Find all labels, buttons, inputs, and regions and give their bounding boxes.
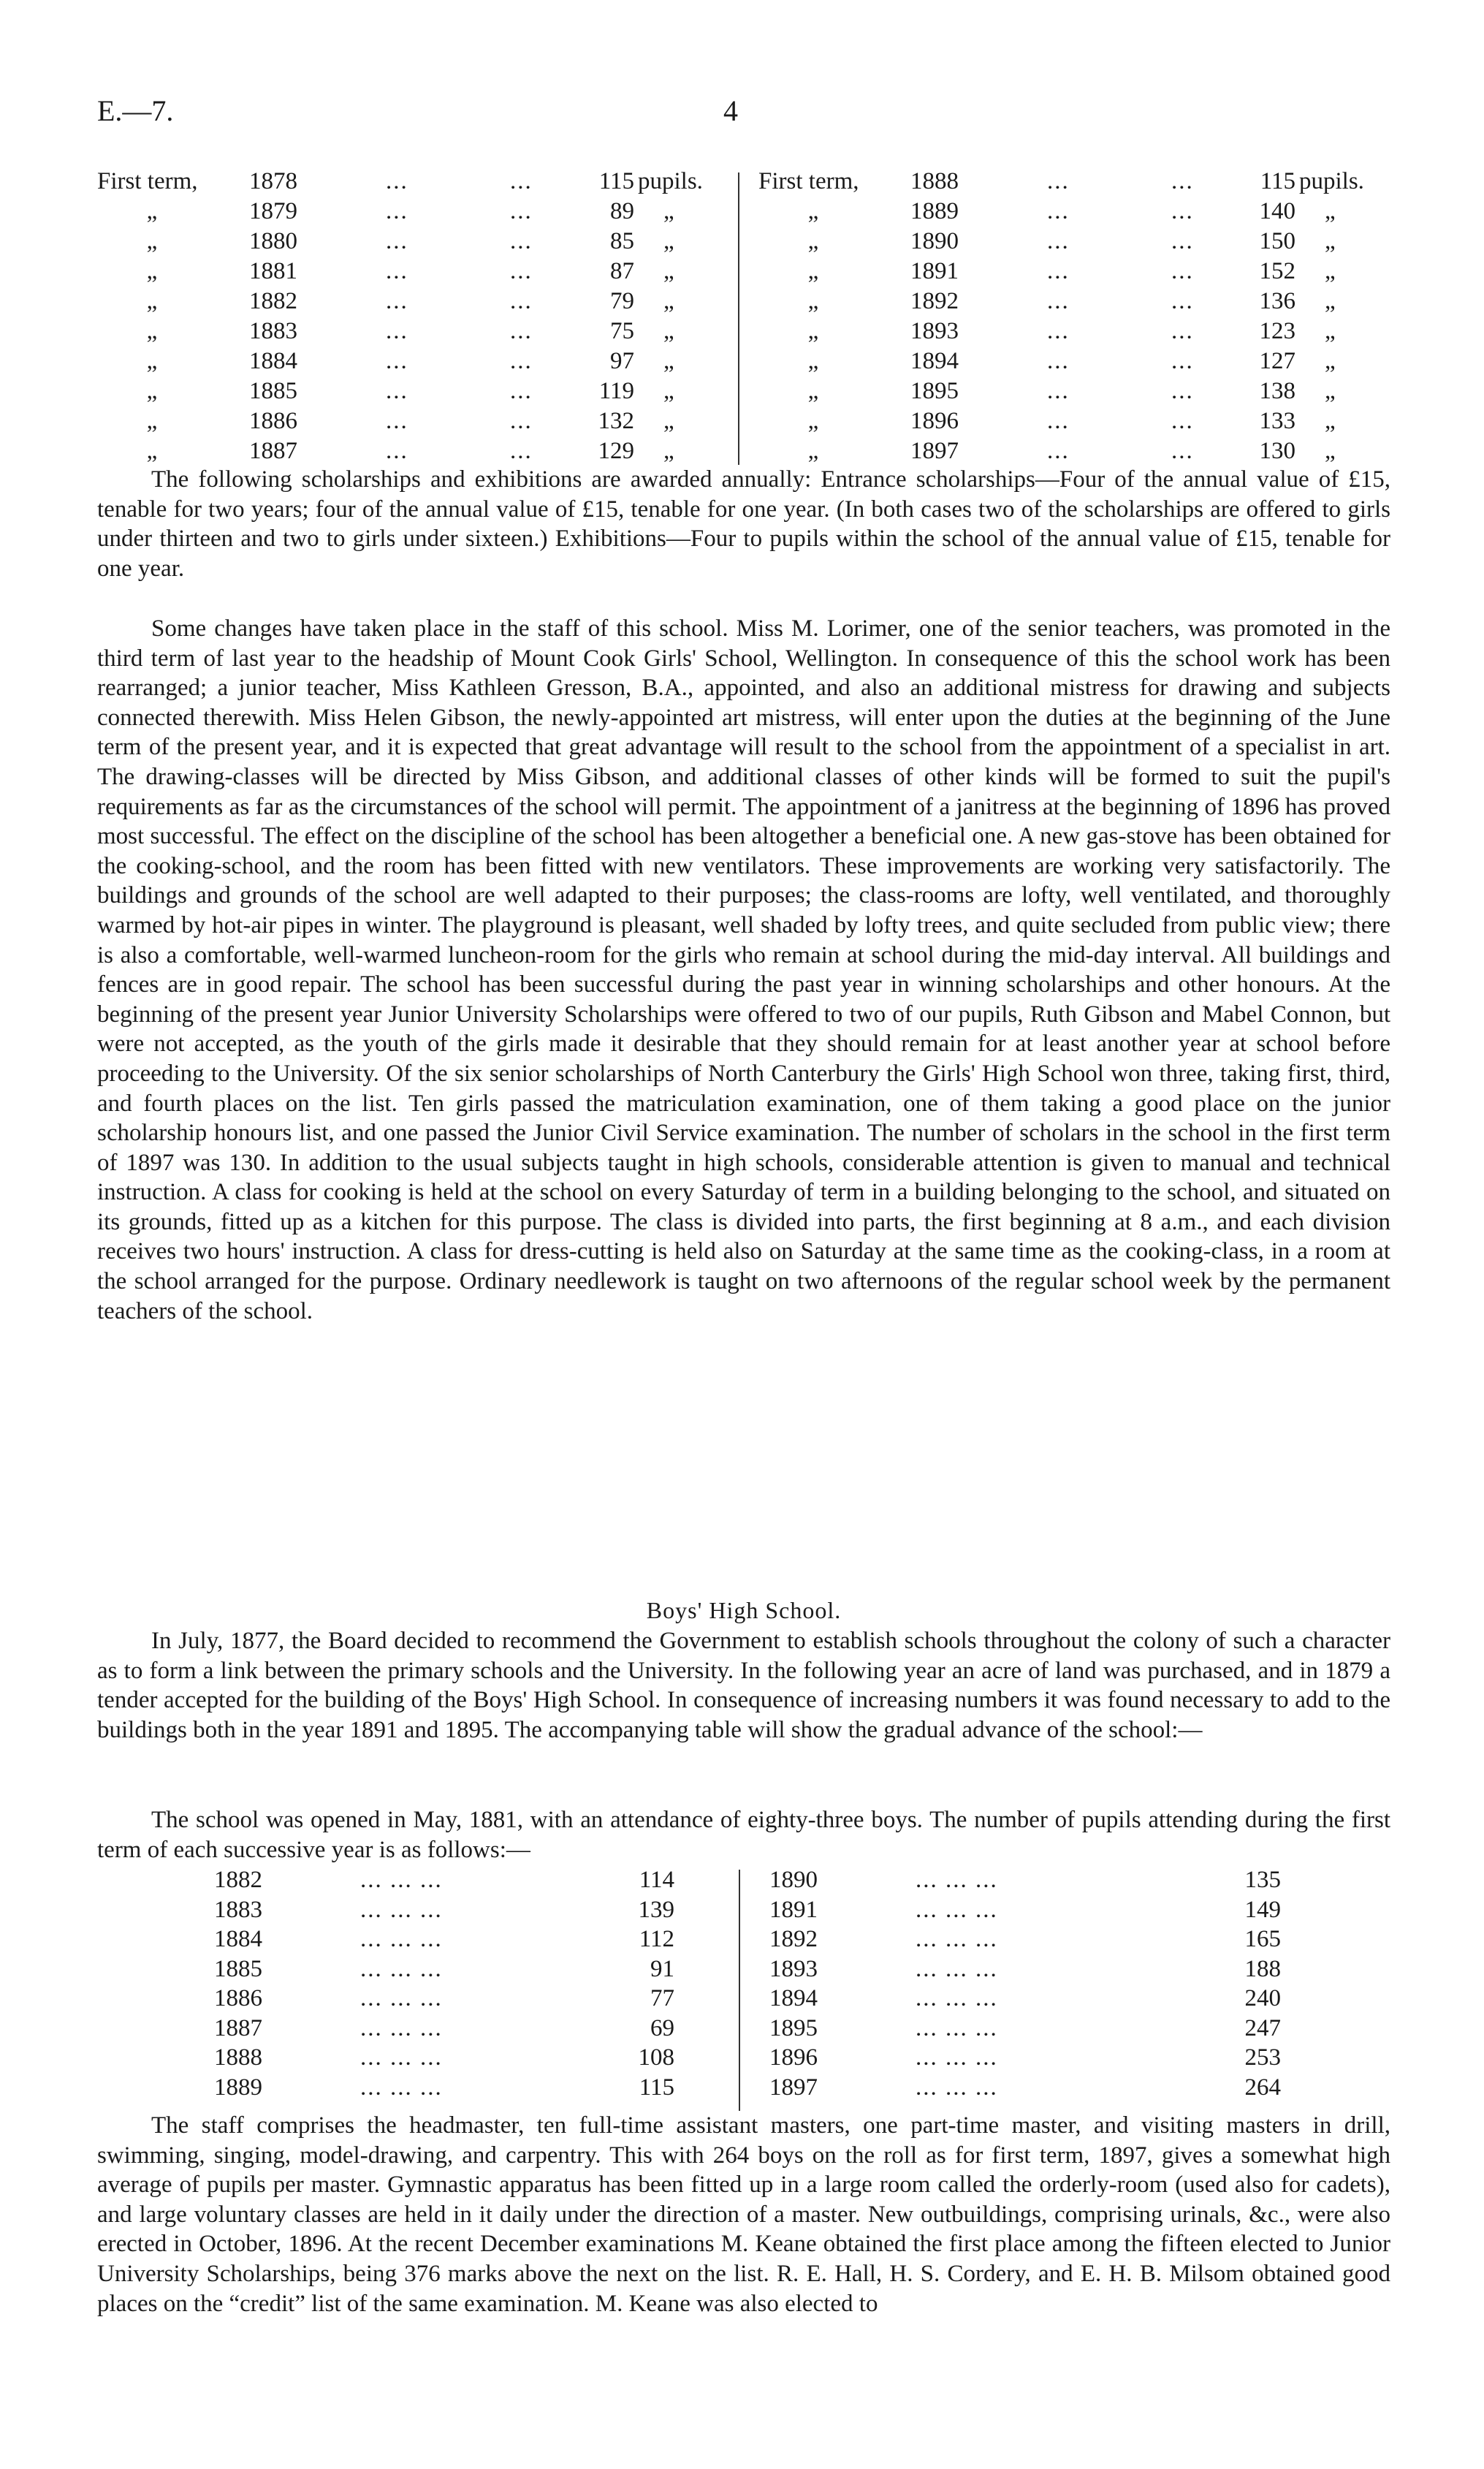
leader-dots: ... ... ...: [360, 1867, 443, 1893]
boys-staff-paragraph: [97, 2111, 1390, 2318]
ditto-mark: „: [807, 318, 819, 344]
table-row: [758, 346, 1387, 376]
leader-dots: ... ... ...: [916, 1985, 998, 2011]
ditto-mark: „: [1325, 318, 1336, 344]
pupils-cell: 115: [598, 168, 634, 194]
column-divider: [739, 1870, 740, 2111]
leader-dots: ...: [1171, 378, 1194, 404]
ditto-mark: „: [663, 318, 674, 344]
leader-dots: ... ... ...: [360, 1955, 443, 1982]
leader-dots: ... ... ...: [916, 1955, 998, 1982]
ditto-mark: „: [663, 378, 674, 404]
ditto-mark: „: [1325, 378, 1336, 404]
year-cell: 1895: [769, 2014, 818, 2041]
leader-dots: ...: [510, 198, 533, 224]
table-row: [769, 2043, 1281, 2073]
table-row: [97, 346, 726, 376]
leader-dots: ...: [386, 348, 408, 374]
table-row: [214, 1954, 726, 1984]
ditto-mark: „: [146, 288, 158, 314]
leader-dots: ...: [1171, 258, 1194, 284]
year-cell: 1886: [249, 408, 297, 434]
table-row: [758, 227, 1387, 257]
leader-dots: ...: [1047, 348, 1070, 374]
pupils-cell: 165: [1244, 1926, 1281, 1952]
table-row: [758, 197, 1387, 227]
table-row: [769, 1895, 1281, 1925]
year-cell: 1888: [214, 2044, 262, 2071]
table-row: [214, 1924, 726, 1954]
leader-dots: ...: [1047, 408, 1070, 434]
leader-dots: ...: [1047, 258, 1070, 284]
ditto-mark: „: [1325, 228, 1336, 254]
ditto-mark: „: [663, 198, 674, 224]
year-cell: 1883: [249, 318, 297, 344]
year-cell: 1880: [249, 228, 297, 254]
row-label: First term,: [758, 168, 859, 194]
ditto-mark: „: [1325, 288, 1336, 314]
year-cell: 1882: [249, 288, 297, 314]
leader-dots: ...: [386, 378, 408, 404]
ditto-mark: „: [807, 288, 819, 314]
year-cell: 1891: [910, 258, 959, 284]
leader-dots: ...: [1171, 228, 1194, 254]
row-label: First term,: [97, 168, 198, 194]
leader-dots: ... ... ...: [360, 2044, 443, 2071]
leader-dots: ...: [1171, 288, 1194, 314]
pupils-cell: 139: [638, 1896, 674, 1923]
pupils-cell: 149: [1244, 1896, 1281, 1923]
table-row: [758, 316, 1387, 346]
year-cell: 1897: [910, 438, 959, 464]
table-row: [97, 167, 726, 197]
leader-dots: ...: [510, 318, 533, 344]
pupils-cell: 115: [639, 2074, 674, 2101]
pupils-cell: 87: [610, 258, 634, 284]
table-row: [214, 1865, 726, 1895]
staff-changes-paragraph: [97, 614, 1390, 1326]
pupils-cell: 108: [638, 2044, 674, 2071]
leader-dots: ... ... ...: [916, 2044, 998, 2071]
year-cell: 1890: [769, 1867, 818, 1893]
year-cell: 1897: [769, 2074, 818, 2101]
leader-dots: ... ... ...: [360, 1985, 443, 2011]
boys-history-text: In July, 1877, the Board decided to recommend the Government to establish schools throughout the colony of such a character as to form a link between the primary schools and the University. In the following year an acre of land was purchased, and in 1879 a tender accepted for the building of the Boys' High School. In consequence of increasing numbers it was found necessary to add to the buildings both in the year 1891 and 1895. The accompanying table will show the gradual advance of the school:—: [97, 1628, 1390, 1743]
pupils-cell: 264: [1244, 2074, 1281, 2101]
table-row: [97, 287, 726, 316]
table-row: [769, 1865, 1281, 1895]
pupils-cell: 247: [1244, 2014, 1281, 2041]
year-cell: 1886: [214, 1985, 262, 2011]
ditto-mark: „: [807, 438, 819, 464]
leader-dots: ...: [1171, 168, 1194, 194]
scholarships-text: The following scholarships and exhibitions are awarded annually: Entrance scholarships—Four of the annual value of £15, tenable for two years; four of the annual value of £15, tenable for one year. (In both cases two of the scholarships are offered to girls under thirteen and two to girls under sixteen.) Exhibitions—Four to pupils within the school of the annual value of £15, tenable for one year.: [97, 466, 1390, 582]
ditto-mark: „: [807, 378, 819, 404]
table-row: [97, 436, 726, 466]
leader-dots: ...: [1171, 408, 1194, 434]
year-cell: 1892: [910, 288, 959, 314]
leader-dots: ... ... ...: [916, 2074, 998, 2101]
year-cell: 1896: [769, 2044, 818, 2071]
term-table-right-column: [758, 167, 1387, 466]
leader-dots: ...: [1047, 198, 1070, 224]
table-row: [214, 1984, 726, 2014]
leader-dots: ... ... ...: [360, 1896, 443, 1923]
table-row: [769, 2014, 1281, 2044]
pupils-cell: 188: [1244, 1955, 1281, 1982]
unit-label: pupils.: [638, 168, 703, 194]
pupils-cell: 135: [1244, 1867, 1281, 1893]
ditto-mark: „: [807, 408, 819, 434]
leader-dots: ...: [386, 228, 408, 254]
ditto-mark: „: [663, 288, 674, 314]
leader-dots: ... ... ...: [360, 1926, 443, 1952]
table-row: [758, 376, 1387, 406]
pupils-cell: 79: [610, 288, 634, 314]
ditto-mark: „: [1325, 258, 1336, 284]
staff-changes-text: Some changes have taken place in the staff of this school. Miss M. Lorimer, one of the senior teachers, was promoted in the third term of last year to the headship of Mount Cook Girls' School, Wellington. In consequence of this the school work has been rearranged; a junior teacher, Miss Kathleen Gresson, B.A., appointed, and also an additional mistress for drawing and subjects connected therewith. Miss Helen Gibson, the newly-appointed art mistress, will enter upon the duties at the beginning of the June term of the present year, and it is expected that great advantage will result to the school from the appointment of a specialist in art. The drawing-classes will be directed by Miss Gibson, and additional classes of other kinds will be formed to suit the pupil's requirements as far as the circumstances of the school will permit. The appointment of a janitress at the beginning of 1896 has proved most successful. The effect on the discipline of the school has been altogether a beneficial one. A new gas-stove has been obtained for the cooking-school, and the room has been fitted with new ventilators. These improvements are working very satisfactorily. The buildings and grounds of the school are well adapted to their purposes; the class-rooms are lofty, well ventilated, and thoroughly warmed by hot-air pipes in winter. The playground is pleasant, well shaded by lofty trees, and quite secluded from public view; there is also a comfortable, well-warmed luncheon-room for the girls who remain at school during the mid-day interval. All buildings and fences are in good repair. The school has been successful during the past year in winning scholarships and other honours. At the beginning of the present year Junior University Scholarships were offered to two of our pupils, Ruth Gibson and Mabel Connon, but were not accepted, as the youth of the girls made it desirable that they should remain for at least another year at school before proceeding to the University. Of the six senior scholarships of North Canterbury the Girls' High School won three, taking first, third, and fourth places on the list. Ten girls passed the matriculation examination, one of them taking a good place on the junior scholarship honours list, and one passed the Junior Civil Service examination. The number of scholars in the school in the first term of 1897 was 130. In addition to the usual subjects taught in high schools, considerable attention is given to manual and technical instruction. A class for cooking is held at the school on every Saturday of term in a building belonging to the school, and situated on its grounds, fitted up as a kitchen for this purpose. The class is divided into parts, the first beginning at 8 a.m., and each division receives two hours' instruction. A class for dress-cutting is held also on Saturday at the same time as the cooking-class, in a room at the school arranged for the purpose. Ordinary needlework is taught on two afternoons of the regular school week by the permanent teachers of the school.: [97, 615, 1390, 1324]
leader-dots: ...: [510, 288, 533, 314]
year-cell: 1890: [910, 228, 959, 254]
leader-dots: ...: [386, 168, 408, 194]
year-cell: 1894: [910, 348, 959, 374]
pupils-cell: 119: [598, 378, 634, 404]
leader-dots: ...: [510, 228, 533, 254]
pupils-cell: 69: [650, 2014, 674, 2041]
pupils-cell: 112: [639, 1926, 674, 1952]
pupils-cell: 136: [1259, 288, 1295, 314]
ditto-mark: „: [146, 228, 158, 254]
pupils-cell: 132: [598, 408, 634, 434]
document-reference: E.—7.: [97, 94, 174, 127]
pupils-cell: 127: [1259, 348, 1295, 374]
table-row: [758, 257, 1387, 287]
opened-paragraph: [97, 1805, 1390, 1865]
year-cell: 1892: [769, 1926, 818, 1952]
leader-dots: ... ... ...: [916, 1867, 998, 1893]
year-cell: 1893: [769, 1955, 818, 1982]
pupils-cell: 115: [1260, 168, 1295, 194]
table-row: [758, 287, 1387, 316]
page-number: 4: [723, 94, 738, 127]
pupils-cell: 85: [610, 228, 634, 254]
table-row: [769, 1984, 1281, 2014]
pupils-cell: 97: [610, 348, 634, 374]
leader-dots: ...: [510, 258, 533, 284]
pupils-cell: 133: [1259, 408, 1295, 434]
leader-dots: ...: [1171, 438, 1194, 464]
section-heading: Boys' High School.: [646, 1597, 842, 1623]
year-cell: 1879: [249, 198, 297, 224]
leader-dots: ...: [1171, 318, 1194, 344]
ditto-mark: „: [146, 258, 158, 284]
leader-dots: ...: [1047, 378, 1070, 404]
leader-dots: ...: [510, 378, 533, 404]
year-cell: 1878: [249, 168, 297, 194]
leader-dots: ...: [1047, 168, 1070, 194]
ditto-mark: „: [807, 228, 819, 254]
pupils-cell: 150: [1259, 228, 1295, 254]
year-cell: 1887: [214, 2014, 262, 2041]
table-row: [97, 257, 726, 287]
year-cell: 1893: [910, 318, 959, 344]
pupils-cell: 152: [1259, 258, 1295, 284]
table-row: [758, 406, 1387, 436]
table-row: [214, 2043, 726, 2073]
ditto-mark: „: [146, 378, 158, 404]
year-cell: 1882: [214, 1867, 262, 1893]
page-header: [97, 94, 1390, 137]
year-cell: 1888: [910, 168, 959, 194]
leader-dots: ...: [1047, 228, 1070, 254]
pupils-cell: 130: [1259, 438, 1295, 464]
year-cell: 1894: [769, 1985, 818, 2011]
leader-dots: ...: [386, 258, 408, 284]
pupils-cell: 140: [1259, 198, 1295, 224]
unit-label: pupils.: [1299, 168, 1364, 194]
leader-dots: ...: [1171, 198, 1194, 224]
ditto-mark: „: [663, 348, 674, 374]
pupils-cell: 91: [650, 1955, 674, 1982]
year-cell: 1884: [249, 348, 297, 374]
table-row: [214, 1895, 726, 1925]
leader-dots: ...: [510, 168, 533, 194]
leader-dots: ...: [1047, 318, 1070, 344]
ditto-mark: „: [1325, 198, 1336, 224]
leader-dots: ...: [386, 408, 408, 434]
table-row: [97, 197, 726, 227]
ditto-mark: „: [1325, 348, 1336, 374]
leader-dots: ...: [510, 348, 533, 374]
ditto-mark: „: [807, 348, 819, 374]
table-row: [214, 2073, 726, 2103]
boys-staff-text: The staff comprises the headmaster, ten full-time assistant masters, one part-time master, and visiting masters in drill, swimming, singing, model-drawing, and carpentry. This with 264 boys on the roll as for first term, 1897, gives a somewhat high average of pupils per master. Gymnastic apparatus has been fitted up in a large room called the orderly-room (used also for cadets), and large voluntary classes are held in it daily under the direction of a master. New outbuildings, comprising urinals, &c., were also erected in October, 1896. At the recent December examinations M. Keane obtained the first place among the fifteen elected to Junior University Scholarships, being 376 marks above the next on the list. R. E. Hall, H. S. Cordery, and E. H. B. Milsom obtained good places on the “credit” list of the same examination. M. Keane was also elected to: [97, 2112, 1390, 2317]
leader-dots: ...: [386, 318, 408, 344]
leader-dots: ...: [386, 288, 408, 314]
table-row: [97, 376, 726, 406]
year-cell: 1885: [249, 378, 297, 404]
boys-table-left-column: [214, 1865, 726, 2102]
ditto-mark: „: [146, 408, 158, 434]
leader-dots: ...: [386, 438, 408, 464]
leader-dots: ... ... ...: [916, 1896, 998, 1923]
column-divider: [738, 172, 739, 465]
ditto-mark: „: [146, 318, 158, 344]
table-row: [97, 316, 726, 346]
year-cell: 1885: [214, 1955, 262, 1982]
pupils-cell: 77: [650, 1985, 674, 2011]
table-row: [97, 227, 726, 257]
leader-dots: ...: [1047, 438, 1070, 464]
leader-dots: ...: [510, 408, 533, 434]
ditto-mark: „: [1325, 438, 1336, 464]
ditto-mark: „: [663, 408, 674, 434]
year-cell: 1884: [214, 1926, 262, 1952]
pupils-cell: 114: [639, 1867, 674, 1893]
pupils-cell: 129: [598, 438, 634, 464]
leader-dots: ... ... ...: [916, 1926, 998, 1952]
year-cell: 1889: [214, 2074, 262, 2101]
ditto-mark: „: [663, 258, 674, 284]
boys-table-right-column: [769, 1865, 1281, 2102]
leader-dots: ...: [510, 438, 533, 464]
term-table-left-column: [97, 167, 726, 466]
table-row: [214, 2014, 726, 2044]
table-row: [769, 1924, 1281, 1954]
ditto-mark: „: [146, 198, 158, 224]
ditto-mark: „: [807, 258, 819, 284]
pupils-cell: 75: [610, 318, 634, 344]
table-row: [769, 1954, 1281, 1984]
table-row: [758, 436, 1387, 466]
ditto-mark: „: [663, 228, 674, 254]
table-row: [97, 406, 726, 436]
year-cell: 1895: [910, 378, 959, 404]
ditto-mark: „: [146, 348, 158, 374]
opened-text: The school was opened in May, 1881, with an attendance of eighty-three boys. The number of pupils attending during the first term of each successive year is as follows:—: [97, 1807, 1390, 1863]
year-cell: 1883: [214, 1896, 262, 1923]
boys-history-paragraph: [97, 1626, 1390, 1745]
year-cell: 1887: [249, 438, 297, 464]
pupils-cell: 89: [610, 198, 634, 224]
year-cell: 1889: [910, 198, 959, 224]
leader-dots: ...: [386, 198, 408, 224]
table-row: [769, 2073, 1281, 2103]
scholarships-paragraph: [97, 465, 1390, 583]
year-cell: 1891: [769, 1896, 818, 1923]
ditto-mark: „: [663, 438, 674, 464]
pupils-cell: 123: [1259, 318, 1295, 344]
pupils-cell: 240: [1244, 1985, 1281, 2011]
ditto-mark: „: [807, 198, 819, 224]
pupils-cell: 138: [1259, 378, 1295, 404]
leader-dots: ...: [1171, 348, 1194, 374]
leader-dots: ... ... ...: [360, 2014, 443, 2041]
ditto-mark: „: [146, 438, 158, 464]
leader-dots: ... ... ...: [360, 2074, 443, 2101]
table-row: [758, 167, 1387, 197]
pupils-cell: 253: [1244, 2044, 1281, 2071]
ditto-mark: „: [1325, 408, 1336, 434]
leader-dots: ... ... ...: [916, 2014, 998, 2041]
year-cell: 1896: [910, 408, 959, 434]
year-cell: 1881: [249, 258, 297, 284]
leader-dots: ...: [1047, 288, 1070, 314]
